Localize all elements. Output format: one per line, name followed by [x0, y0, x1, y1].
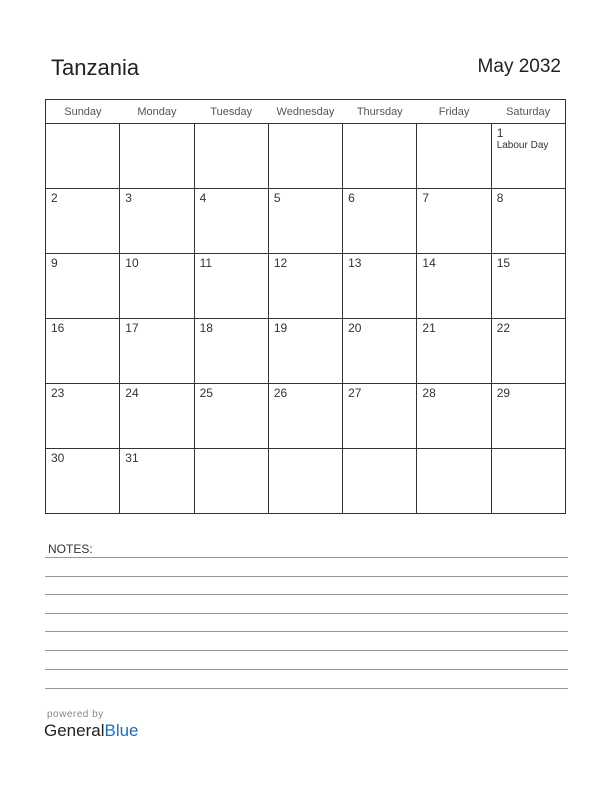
- calendar-week-row: [46, 384, 566, 449]
- calendar-day-cell: [194, 449, 268, 514]
- calendar-day-cell: [268, 124, 342, 189]
- day-number: 25: [199, 386, 213, 400]
- day-number: 17: [125, 321, 139, 335]
- calendar-day-cell: [120, 189, 194, 254]
- weekday-header: Saturday: [491, 100, 565, 124]
- day-number: 8: [496, 191, 504, 205]
- calendar-day-cell: [491, 124, 565, 189]
- calendar-day-cell: [46, 254, 120, 319]
- calendar-day-cell: [194, 124, 268, 189]
- calendar-day-cell: [417, 189, 491, 254]
- calendar-week-row: [46, 124, 566, 189]
- calendar-day-cell: [343, 124, 417, 189]
- calendar-day-cell: [417, 254, 491, 319]
- notes-line: [45, 557, 568, 558]
- day-number: 31: [125, 451, 139, 465]
- calendar-day-cell: [491, 384, 565, 449]
- calendar-day-cell: [46, 319, 120, 384]
- day-number: 22: [496, 321, 511, 335]
- day-number: 11: [199, 256, 213, 270]
- day-number: 29: [496, 386, 511, 400]
- day-number: 19: [273, 321, 288, 335]
- weekday-header: Thursday: [343, 100, 417, 124]
- day-number: 2: [51, 191, 58, 205]
- calendar-day-cell: [268, 189, 342, 254]
- day-number: 18: [199, 321, 213, 335]
- calendar-day-cell: [343, 189, 417, 254]
- calendar-day-cell: [194, 319, 268, 384]
- day-number: 14: [422, 256, 436, 270]
- weekday-header: Monday: [120, 100, 194, 124]
- powered-by-text: powered by: [47, 709, 104, 720]
- calendar-day-cell: [46, 449, 120, 514]
- calendar-day-cell: [491, 319, 565, 384]
- calendar-day-cell: [194, 189, 268, 254]
- notes-line: [45, 688, 568, 689]
- calendar-day-cell: [268, 254, 342, 319]
- calendar-week-row: [46, 254, 566, 319]
- notes-line: [45, 669, 568, 670]
- notes-label: NOTES:: [48, 542, 93, 556]
- day-number: 1: [496, 126, 504, 140]
- day-number: 27: [348, 386, 362, 400]
- day-number: 4: [199, 191, 207, 205]
- calendar-day-cell: [343, 254, 417, 319]
- calendar-day-cell: [268, 384, 342, 449]
- day-number: 30: [51, 451, 65, 465]
- calendar-day-cell: [417, 449, 491, 514]
- holiday-label: Labour Day: [496, 140, 549, 151]
- day-number: 21: [422, 321, 436, 335]
- country-title: Tanzania: [51, 55, 140, 80]
- day-number: 6: [348, 191, 355, 205]
- calendar-week-row: [46, 449, 566, 514]
- day-number: 16: [51, 321, 65, 335]
- day-number: 7: [422, 191, 430, 205]
- calendar-day-cell: [120, 384, 194, 449]
- day-number: 12: [273, 256, 288, 270]
- day-number: 20: [348, 321, 362, 335]
- calendar-day-cell: [343, 449, 417, 514]
- generalblue-logo: [44, 721, 139, 741]
- calendar-day-cell: [194, 384, 268, 449]
- day-number: 5: [273, 191, 281, 205]
- notes-line: [45, 576, 568, 577]
- weekday-header: Wednesday: [268, 100, 342, 124]
- month-title: May 2032: [477, 56, 561, 77]
- notes-line: [45, 631, 568, 632]
- calendar-day-cell: [491, 189, 565, 254]
- day-number: 26: [273, 386, 288, 400]
- weekday-header: Friday: [417, 100, 491, 124]
- day-number: 9: [51, 256, 58, 270]
- day-number: 13: [348, 256, 362, 270]
- calendar-day-cell: [120, 124, 194, 189]
- weekday-header: Tuesday: [194, 100, 268, 124]
- calendar-day-cell: [491, 254, 565, 319]
- calendar-day-cell: [46, 189, 120, 254]
- day-number: 23: [51, 386, 65, 400]
- notes-line: [45, 613, 568, 614]
- calendar-grid: [45, 99, 566, 514]
- calendar-day-cell: [343, 319, 417, 384]
- weekday-header: Sunday: [46, 100, 120, 124]
- calendar-day-cell: [417, 124, 491, 189]
- day-number: 10: [125, 256, 139, 270]
- calendar-day-cell: [120, 254, 194, 319]
- calendar-day-cell: [343, 384, 417, 449]
- calendar-day-cell: [491, 449, 565, 514]
- calendar-day-cell: [194, 254, 268, 319]
- calendar-day-cell: [46, 124, 120, 189]
- calendar-day-cell: [268, 319, 342, 384]
- weekday-header-row: [46, 100, 566, 124]
- day-number: 28: [422, 386, 436, 400]
- day-number: 15: [496, 256, 511, 270]
- day-number: 3: [125, 191, 132, 205]
- calendar-day-cell: [417, 384, 491, 449]
- calendar-week-row: [46, 319, 566, 384]
- calendar-day-cell: [120, 449, 194, 514]
- logo-blue: Blue: [104, 721, 139, 740]
- calendar-day-cell: [120, 319, 194, 384]
- notes-line: [45, 650, 568, 651]
- calendar-week-row: [46, 189, 566, 254]
- day-number: 24: [125, 386, 139, 400]
- calendar-day-cell: [417, 319, 491, 384]
- calendar-day-cell: [46, 384, 120, 449]
- notes-line: [45, 594, 568, 595]
- calendar-day-cell: [268, 449, 342, 514]
- logo-general: General: [44, 721, 105, 740]
